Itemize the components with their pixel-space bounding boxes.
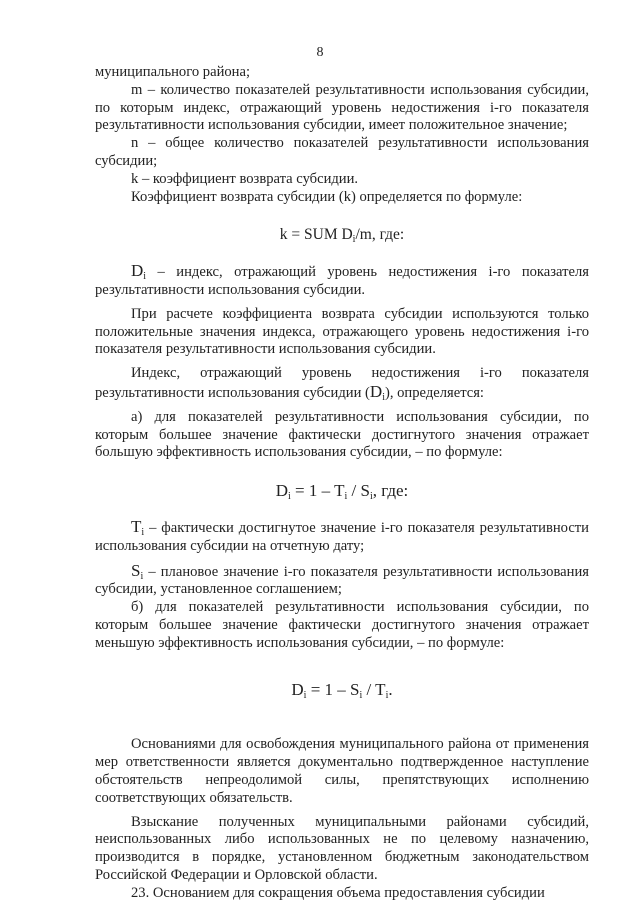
paragraph-case-b: б) для показателей результативности использования субсидии, по которым большее значение фактически достигнутого значения отражает меньшую эффективность использования субсидии, – по формуле: <box>95 599 589 651</box>
paragraph-d-definition: $D_i$ – индекс, отражающий уровень недостижения i-го показателя результативности использования субсидии. <box>95 261 589 298</box>
paragraph-municipal: муниципального района; <box>95 64 251 80</box>
formula-d-case-a: $D_i = 1 - T_i / S_i$, где: <box>275 481 409 503</box>
paragraph-exemption-grounds: Основаниями для освобождения муниципального района от применения мер ответственности является документально подтвержденное наступление обстоятельств непреодолимой силы, препятствующих исполнению соответствующих обязательств. <box>95 736 589 806</box>
page-number: 8 <box>316 45 324 60</box>
formula-d-case-b: $D_i = 1 - S_i / T_i$. <box>291 679 393 701</box>
paragraph-positive-values: При расчете коэффициента возврата субсидии используются только положительные значения индекса, отражающего уровень недостижения i-го показателя результативности использования субсидии. <box>95 305 589 358</box>
paragraph-t-definition: $T_i$ – фактически достигнутое значение i-го показателя результативности использования субсидии на отчетную дату; <box>95 516 589 554</box>
paragraph-index-definition: Индекс, отражающий уровень недостижения i-го показателя результативности использования субсидии $(D_i)$, определяется: <box>95 365 589 403</box>
paragraph-k-definition: k – коэффициент возврата субсидии. <box>131 170 359 187</box>
paragraph-recovery: Взыскание полученных муниципальными районами субсидий, неиспользованных либо использованных не по целевому назначению, производится в порядке, установленном бюджетным законодательством Российской Федерации и Орловской области. <box>95 813 589 883</box>
document-body <box>95 64 589 902</box>
paragraph-formula-intro: Коэффициент возврата субсидии (k) определяется по формуле: <box>131 188 523 205</box>
paragraph-section-23: 23. Основанием для сокращения объема предоставления субсидии <box>131 884 545 901</box>
paragraph-s-definition: $S_i$ – плановое значение i-го показателя результативности использования субсидии, установленное соглашением; <box>95 560 589 598</box>
paragraph-case-a: а) для показателей результативности использования субсидии, по которым большее значение фактически достигнутого значения отражает большую эффективность использования субсидии, – по формуле: <box>95 408 589 461</box>
paragraph-m-definition: m – количество показателей результативности использования субсидии, по которым индекс, отражающий уровень недостижения i-го показателя результативности использования субсидии, имеет положительное значение; <box>95 81 589 134</box>
paragraph-n-definition: n – общее количество показателей результативности использования субсидии; <box>95 135 589 169</box>
formula-k: k = SUM $D_i/m$, где: <box>279 226 405 246</box>
